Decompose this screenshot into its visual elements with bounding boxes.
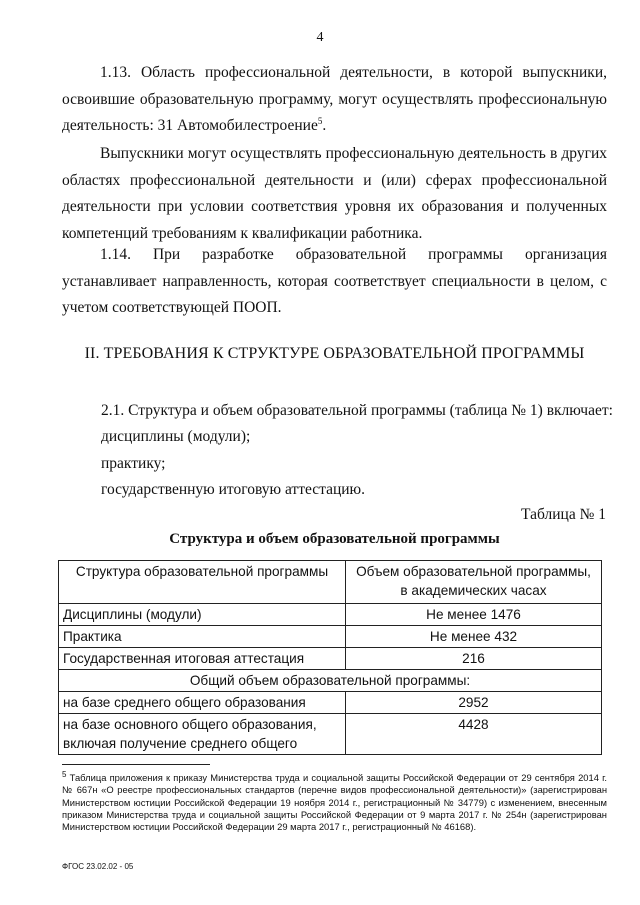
table-cell-value: Не менее 1476 (346, 604, 602, 626)
table-caption: Таблица № 1 (521, 506, 606, 523)
table-total-row (59, 670, 602, 692)
footnote (62, 769, 607, 834)
table-cell-label: Государственная итоговая аттестация (59, 648, 346, 670)
table-total-label: Общий объем образовательной программы: (59, 670, 602, 692)
footnote-separator (62, 764, 210, 765)
table-cell-value: Не менее 432 (346, 626, 602, 648)
table-row (59, 692, 602, 714)
table-cell-label-line1: на базе основного общего образования, (63, 717, 317, 732)
table-header-structure: Структура образовательной программы (59, 561, 346, 604)
table-header-volume-line1: Объем образовательной программы, (356, 564, 591, 579)
paragraph-graduates: Выпускники могут осуществлять профессиональную деятельность в других областях профессиональной деятельности и (или) сферах профессиональной деятельности при условии соответствия уровня их образования и полученных компетенций требованиям к квалификации работника. (62, 145, 607, 242)
table-row (59, 626, 602, 648)
table-cell-label-line2: включая получение среднего общего (63, 736, 298, 751)
table-row (59, 648, 602, 670)
document-code: ФГОС 23.02.02 - 05 (62, 862, 134, 871)
table-cell-label: Практика (59, 626, 346, 648)
section-heading: II. ТРЕБОВАНИЯ К СТРУКТУРЕ ОБРАЗОВАТЕЛЬНОЙ ПРОГРАММЫ (84, 345, 585, 362)
list-item-disciplines: дисциплины (модули); (101, 428, 251, 445)
list-item-attestation: государственную итоговую аттестацию. (101, 481, 366, 498)
paragraph-1-13 (62, 60, 607, 140)
table-cell-value: 2952 (346, 692, 602, 714)
table-header-volume (346, 561, 602, 604)
table-cell-label (59, 714, 346, 755)
table-cell-value: 4428 (346, 714, 602, 755)
table-header-row (59, 561, 602, 604)
table-cell-label: на базе среднего общего образования (59, 692, 346, 714)
paragraph-1-13-text: 1.13. Область профессиональной деятельности, в которой выпускники, освоившие образовательную программу, могут осуществлять профессиональную деятельность: 31 Автомобилестроение (62, 64, 607, 135)
table-row (59, 714, 602, 755)
table-title: Структура и объем образовательной программы (169, 531, 500, 547)
paragraph-1-13-end: . (322, 117, 327, 135)
table-row (59, 604, 602, 626)
paragraph-1-14: 1.14. При разработке образовательной программы организация устанавливает направленность, которая соответствует специальности в целом, с учетом соответствующей ПООП. (62, 246, 607, 317)
page-number: 4 (316, 30, 324, 45)
list-intro: 2.1. Структура и объем образовательной программы (таблица № 1) включает: (101, 402, 613, 419)
footnote-mark: 5 (62, 770, 67, 779)
table-cell-value: 216 (346, 648, 602, 670)
structure-table (58, 560, 602, 755)
footnote-reference: 5 (317, 116, 323, 127)
table-header-volume-line2: в академических часах (400, 583, 547, 598)
footnote-text: Таблица приложения к приказу Министерства труда и социальной защиты Российской Федерации от 29 сентября 2014 г. № 667н «О реестре профессиональных стандартов (перечне видов профессиональной деятельности)» (зарегистрирован Министерством юстиции Российской Федерации 19 ноября 2014 г., регистрационный № 34779) с изменением, внесенным приказом Министерства труда и социальной защиты Российской Федерации от 9 марта 2017 г. № 254н (зарегистрирован Министерством юстиции Российской Федерации 29 марта 2017 г., регистрационный № 46168). (62, 772, 607, 833)
list-item-practice: практику; (101, 455, 166, 472)
table-cell-label: Дисциплины (модули) (59, 604, 346, 626)
